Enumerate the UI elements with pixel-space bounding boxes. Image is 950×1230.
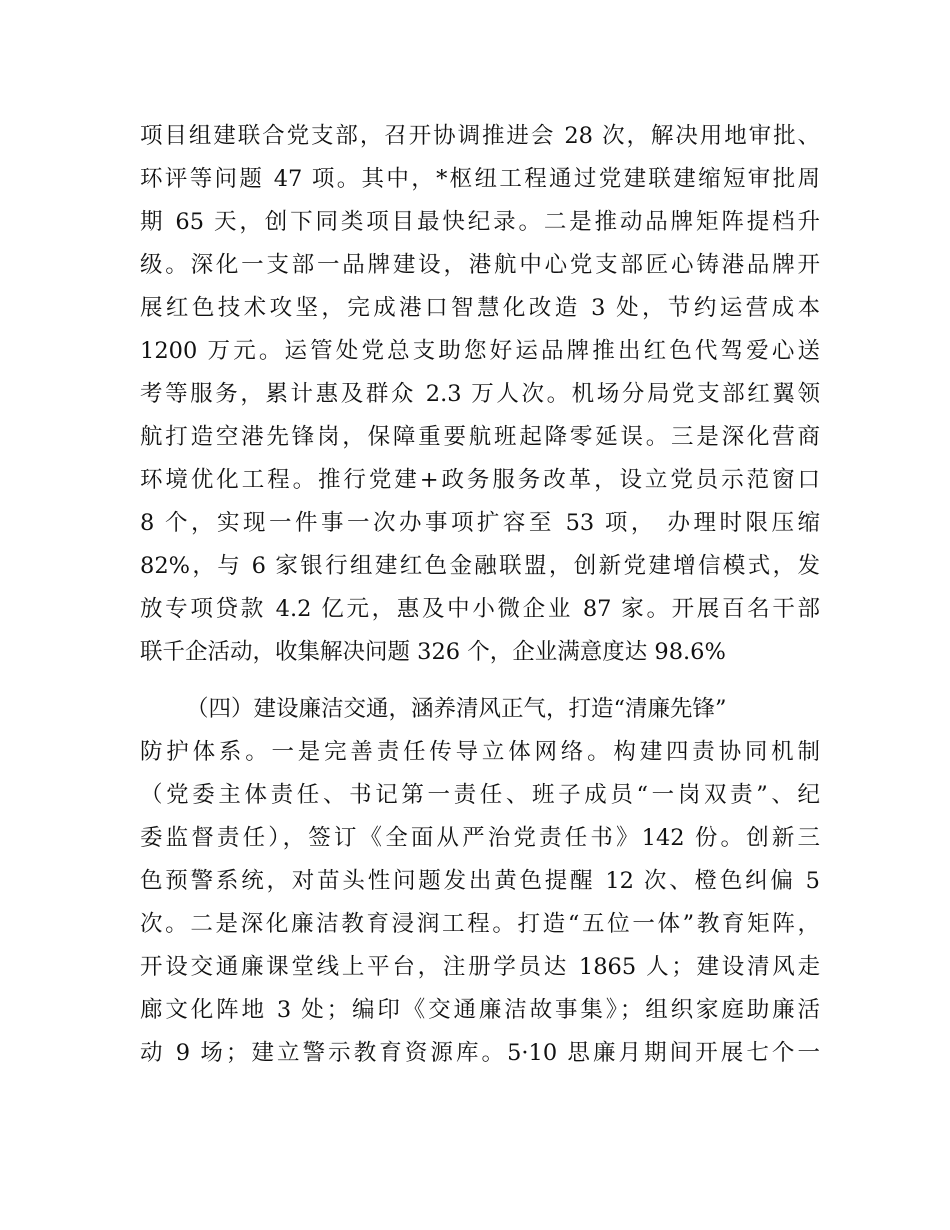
text-line: 展红色技术攻坚，完成港口智慧化改造 3 处，节约运营成本 <box>140 295 820 321</box>
body-paragraph-1 <box>140 115 820 674</box>
text-line: 1200 万元。运管处党总支助您好运品牌推出红色代驾爱心送 <box>140 338 820 364</box>
text-line: 委监督责任），签订《全面从严治党责任书》142 份。创新三 <box>140 825 820 851</box>
text-line: 8 个，实现一件事一次办事项扩容至 53 项， 办理时限压缩 <box>140 510 820 536</box>
text-line: 开设交通廉课堂线上平台，注册学员达 1865 人；建设清风走 <box>140 954 820 980</box>
text-line: 色预警系统，对苗头性问题发出黄色提醒 12 次、橙色纠偏 5 <box>140 868 820 894</box>
text-line: 廊文化阵地 3 处；编印《交通廉洁故事集》；组织家庭助廉活 <box>140 997 820 1023</box>
text-line: 防护体系。一是完善责任传导立体网络。构建四责协同机制 <box>140 739 820 765</box>
body-paragraph-2 <box>140 688 820 1075</box>
section-heading-line: （四）建设廉洁交通，涵养清风正气，打造“清廉先锋” <box>186 696 727 722</box>
text-line: 项目组建联合党支部，召开协调推进会 28 次，解决用地审批、 <box>140 123 820 149</box>
text-line: 环评等问题 47 项。其中，*枢纽工程通过党建联建缩短审批周 <box>140 166 820 192</box>
text-line: 联千企活动，收集解决问题 326 个，企业满意度达 98.6% <box>140 639 726 665</box>
text-line: 环境优化工程。推行党建+政务服务改革，设立党员示范窗口 <box>140 467 820 493</box>
text-line: 次。二是深化廉洁教育浸润工程。打造“五位一体”教育矩阵， <box>140 911 820 937</box>
text-line: 考等服务，累计惠及群众 2.3 万人次。机场分局党支部红翼领 <box>140 381 820 407</box>
text-line: 放专项贷款 4.2 亿元，惠及中小微企业 87 家。开展百名干部 <box>140 596 820 622</box>
text-line: 动 9 场；建立警示教育资源库。5·10 思廉月期间开展七个一 <box>140 1040 820 1066</box>
text-line: 期 65 天，创下同类项目最快纪录。二是推动品牌矩阵提档升 <box>140 209 820 235</box>
text-line: 航打造空港先锋岗，保障重要航班起降零延误。三是深化营商 <box>140 424 820 450</box>
text-line: （党委主体责任、书记第一责任、班子成员“一岗双责”、纪 <box>140 782 820 808</box>
text-line: 82%，与 6 家银行组建红色金融联盟，创新党建增信模式，发 <box>140 553 820 579</box>
text-line: 级。深化一支部一品牌建设，港航中心党支部匠心铸港品牌开 <box>140 252 820 278</box>
